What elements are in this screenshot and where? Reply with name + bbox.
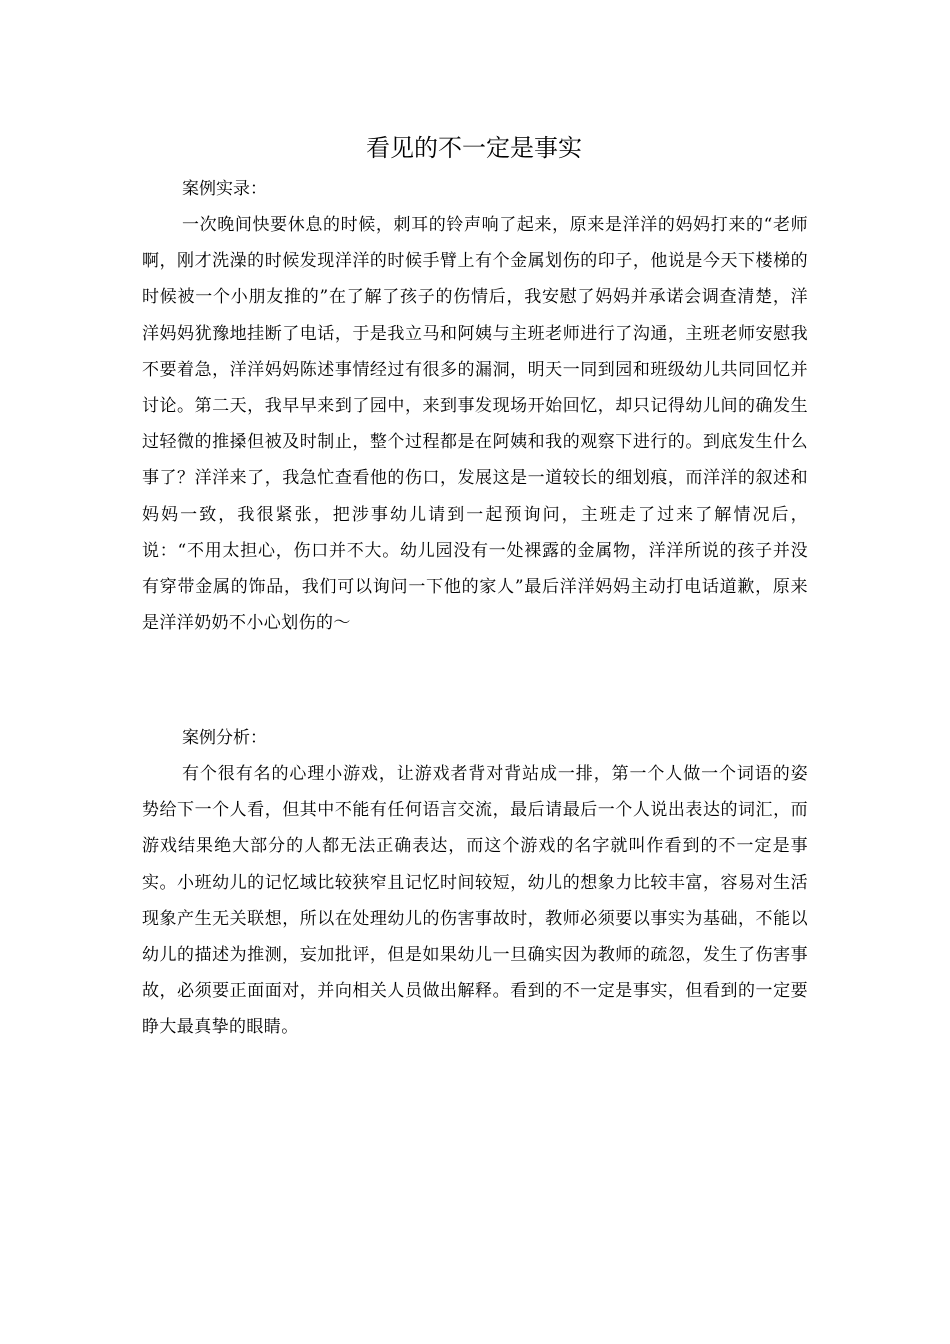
case-analysis-heading: 案例分析： bbox=[182, 728, 267, 748]
document-title: 看见的不一定是事实 bbox=[366, 134, 582, 162]
case-analysis-paragraph: 有个很有名的心理小游戏，让游戏者背对背站成一排，第一个人做一个词语的姿势给下一个人看，但其中不能有任何语言交流，最后请最后一个人说出表达的词汇，而游戏结果绝大部分的人都无法正确表达，而这个游戏的名字就叫作看到的不一定是事实。小班幼儿的记忆域比较狭窄且记忆时间较短，幼儿的想象力比较丰富，容易对生活现象产生无关联想，所以在处理幼儿的伤害事故时，教师必须要以事实为基础，不能以幼儿的描述为推测，妄加批评，但是如果幼儿一旦确实因为教师的疏忽，发生了伤害事故，必须要正面面对，并向相关人员做出解释。看到的不一定是事实，但看到的一定要睁大最真挚的眼睛。 bbox=[142, 764, 808, 1038]
case-record-paragraph: 一次晚间快要休息的时候，刺耳的铃声响了起来，原来是洋洋的妈妈打来的“老师啊，刚才洗澡的时候发现洋洋的时候手臂上有个金属划伤的印子，他说是今天下楼梯的时候被一个小朋友推的”在了解了孩子的伤情后，我安慰了妈妈并承诺会调查清楚，洋洋妈妈犹豫地挂断了电话，于是我立马和阿姨与主班老师进行了沟通，主班老师安慰我不要着急，洋洋妈妈陈述事情经过有很多的漏洞，明天一同到园和班级幼儿共同回忆并讨论。第二天，我早早来到了园中，来到事发现场开始回忆，却只记得幼儿间的确发生过轻微的推搡但被及时制止，整个过程都是在阿姨和我的观察下进行的。到底发生什么事了？洋洋来了，我急忙查看他的伤口，发展这是一道较长的细划痕，而洋洋的叙述和妈妈一致，我很紧张，把涉事幼儿请到一起预询问，主班走了过来了解情况后，说：“不用太担心，伤口并不大。幼儿园没有一处裸露的金属物，洋洋所说的孩子并没有穿带金属的饰品，我们可以询问一下他的家人”最后洋洋妈妈主动打电话道歉，原来是洋洋奶奶不小心划伤的～ bbox=[142, 215, 808, 634]
case-analysis-section bbox=[142, 720, 808, 1046]
case-record-section bbox=[142, 171, 808, 641]
case-record-heading: 案例实录： bbox=[182, 179, 267, 199]
